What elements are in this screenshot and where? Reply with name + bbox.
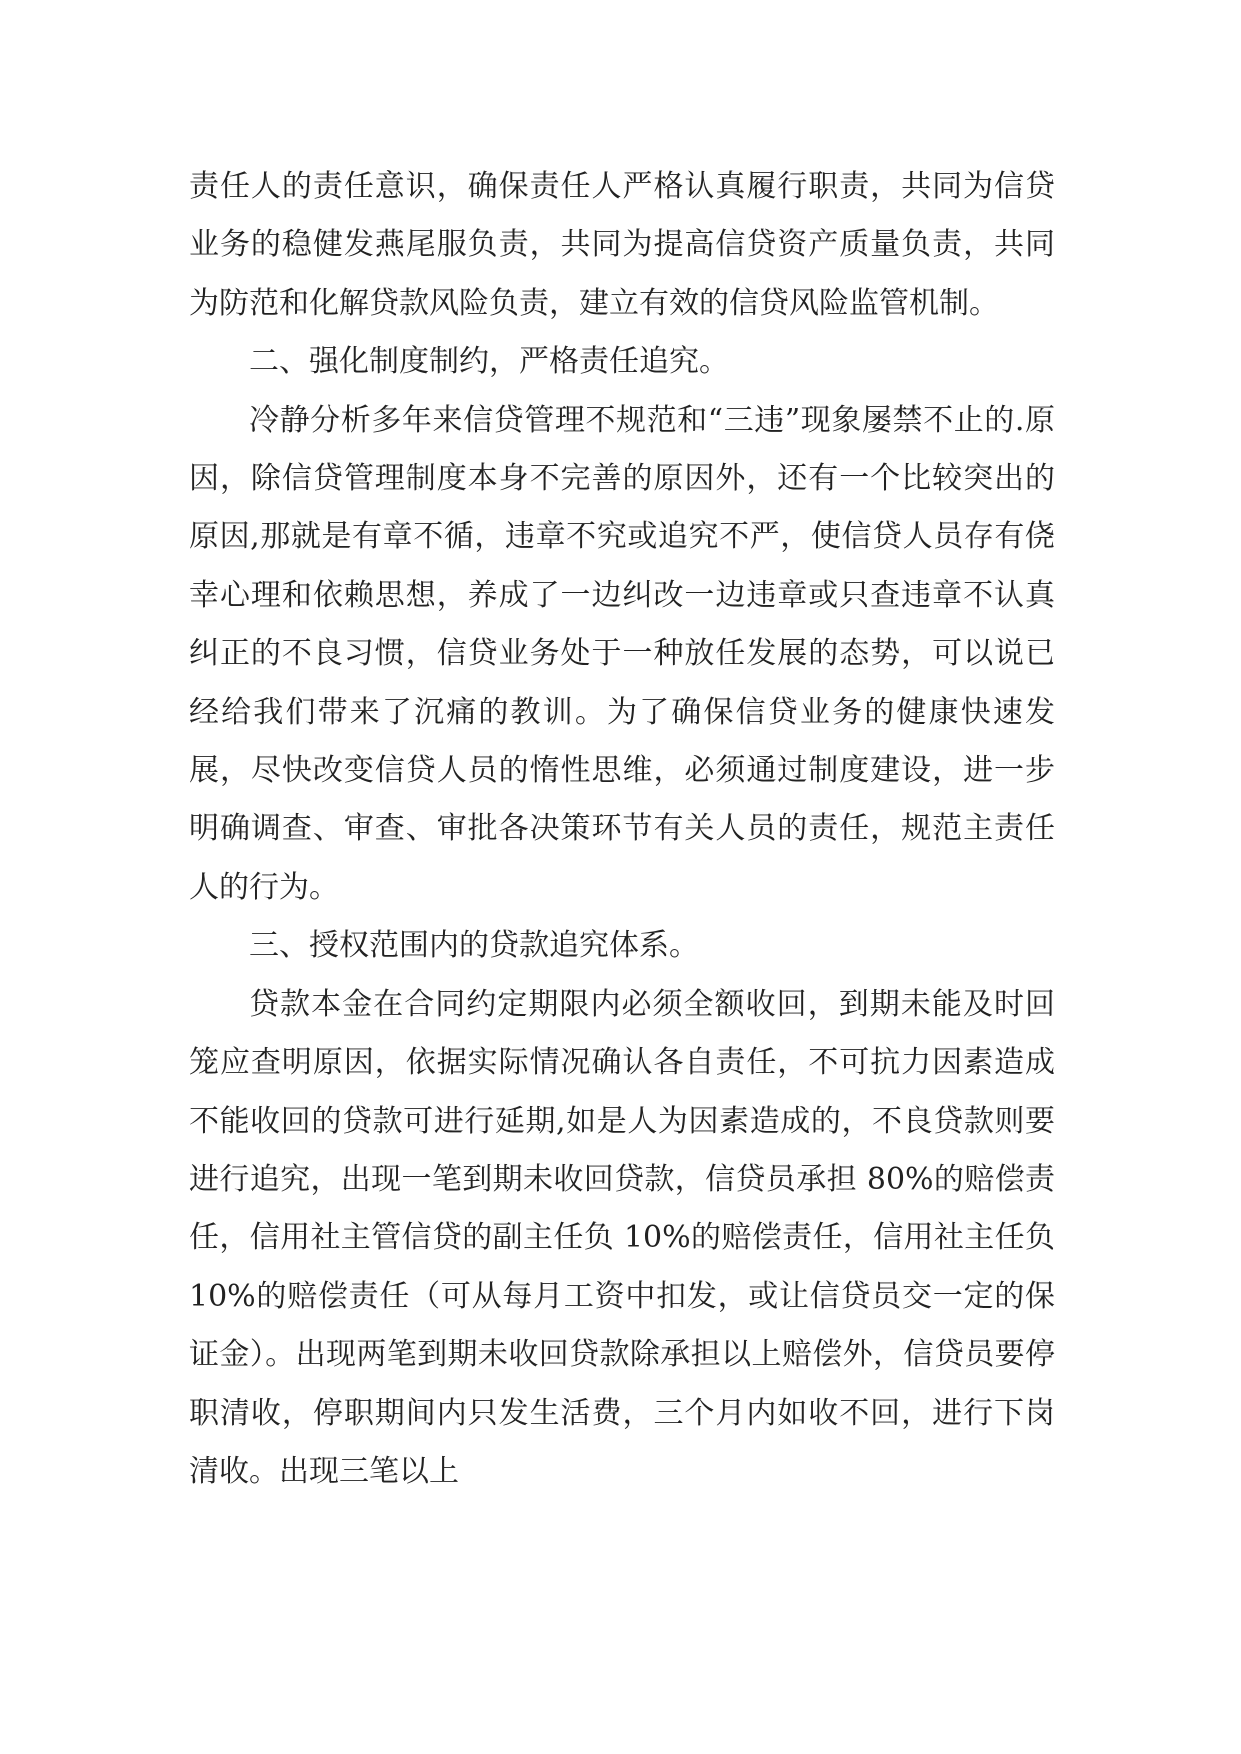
heading-section-3: 三、授权范围内的贷款追究体系。 [249, 928, 699, 964]
heading-section-2: 二、强化制度制约，严格责任追究。 [249, 344, 729, 380]
paragraph-responsibility: 责任人的责任意识，确保责任人严格认真履行职责，共同为信贷业务的稳健发燕尾服负责，共同为提高信贷资产质量负责，共同为防范和化解贷款风险负责，建立有效的信贷风险监管机制。 [189, 169, 1055, 321]
paragraph-loan-recovery: 贷款本金在合同约定期限内必须全额收回，到期未能及时回笼应查明原因，依据实际情况确认各自责任，不可抗力因素造成不能收回的贷款可进行延期,如是人为因素造成的，不良贷款则要进行追究，出现一笔到期未收回贷款，信贷员承担 80%的赔偿责任，信用社主管信贷的副主任负 10%的赔偿责任，信用社主任负 10%的赔偿责任（可从每月工资中扣发，或让信贷员交一定的保证金）。出现两笔到期未收回贷款除承担以上赔偿外，信贷员要停职清收，停职期间内只发生活费，三个月内如收不回，进行下岗清收。出现三笔以上 [189, 986, 1055, 1489]
document-body [189, 158, 1055, 1501]
paragraph-analysis: 冷静分析多年来信贷管理不规范和“三违”现象屡禁不止的.原因，除信贷管理制度本身不完善的原因外，还有一个比较突出的原因,那就是有章不循，违章不究或追究不严，使信贷人员存有侥幸心理和依赖思想，养成了一边纠改一边违章或只查违章不认真纠正的不良习惯，信贷业务处于一种放任发展的态势，可以说已经给我们带来了沉痛的教训。为了确保信贷业务的健康快速发展，尽快改变信贷人员的惰性思维，必须通过制度建设，进一步明确调查、审查、审批各决策环节有关人员的责任，规范主责任人的行为。 [189, 402, 1055, 905]
